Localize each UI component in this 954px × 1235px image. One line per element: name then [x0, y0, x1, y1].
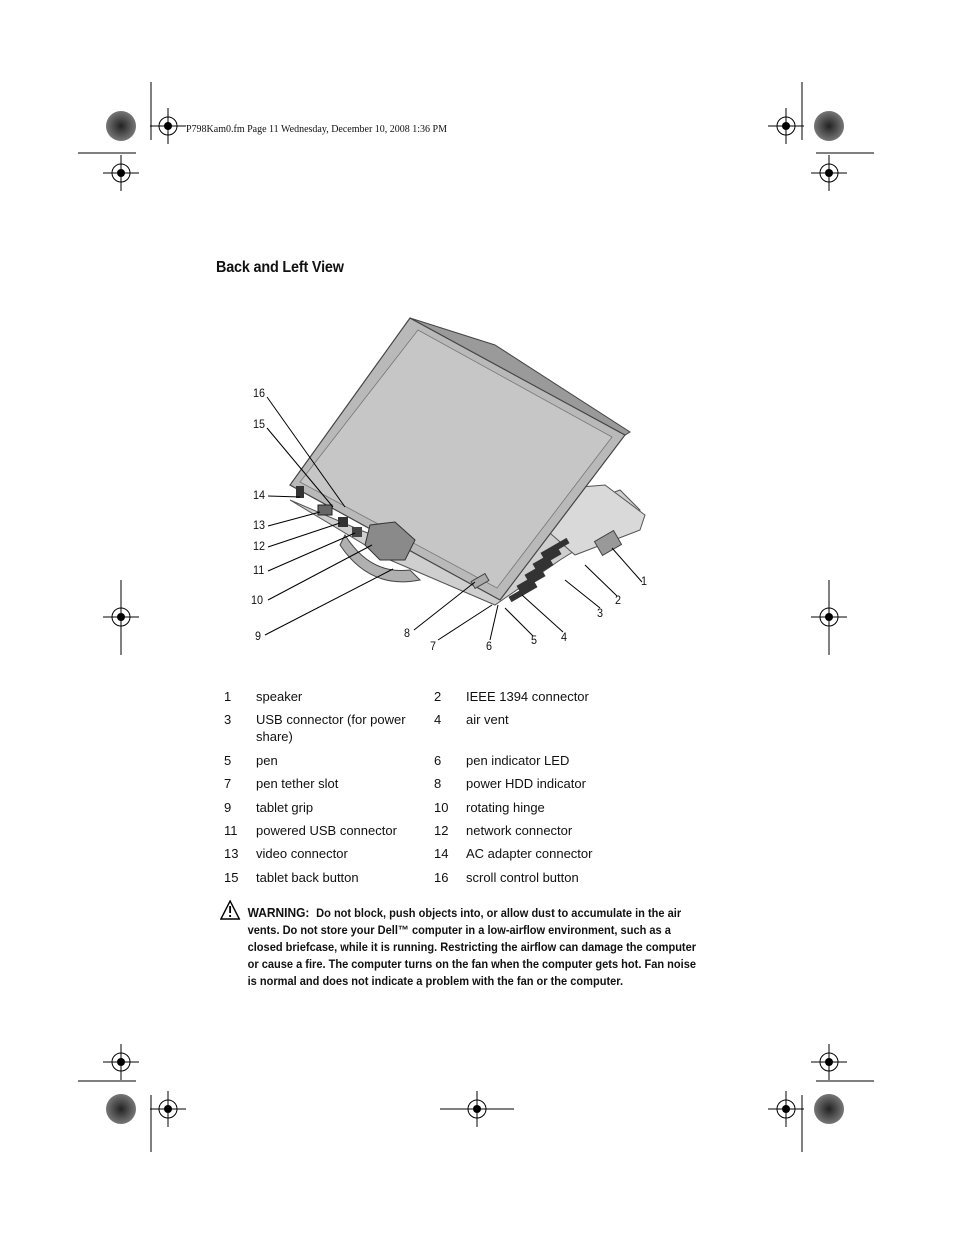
legend-item — [430, 845, 640, 869]
legend-item — [220, 711, 430, 752]
warning-text-container — [248, 904, 699, 990]
legend-num: 8 — [434, 776, 442, 791]
legend-label: powered USB connector — [256, 823, 397, 838]
legend-num: 13 — [224, 846, 239, 861]
legend-row — [220, 752, 640, 775]
page-header-file-info: P798Kam0.fm Page 11 Wednesday, December 10, 2008 1:36 PM — [186, 124, 448, 135]
legend-num: 1 — [224, 689, 232, 704]
callout-12: 12 — [253, 539, 266, 553]
legend-row — [220, 711, 640, 752]
callout-7: 7 — [430, 639, 437, 653]
legend-num: 15 — [224, 870, 239, 885]
legend-item — [220, 845, 430, 869]
legend-row — [220, 845, 640, 869]
legend-num: 6 — [434, 753, 442, 768]
legend-label: IEEE 1394 connector — [466, 689, 589, 704]
legend-num: 11 — [224, 823, 238, 838]
legend-label: rotating hinge — [466, 800, 545, 815]
legend-num: 14 — [434, 846, 449, 861]
legend-label: speaker — [256, 689, 303, 704]
legend-label: pen — [256, 753, 278, 768]
legend-item — [430, 711, 640, 752]
warning-triangle-icon — [220, 900, 240, 920]
callout-10: 10 — [251, 593, 264, 607]
callout-8: 8 — [404, 626, 411, 640]
legend-row — [220, 799, 640, 822]
legend-label: pen tether slot — [256, 776, 339, 791]
legend-label: AC adapter connector — [466, 846, 593, 861]
legend-label: tablet back button — [256, 870, 359, 885]
legend-row — [220, 688, 640, 711]
callout-15: 15 — [253, 417, 266, 431]
legend-label: air vent — [466, 712, 509, 727]
callout-5: 5 — [531, 633, 538, 647]
legend-num: 5 — [224, 753, 232, 768]
legend-num: 7 — [224, 776, 232, 791]
legend-item — [220, 799, 430, 822]
legend-row — [220, 869, 640, 892]
legend-num: 9 — [224, 800, 232, 815]
legend-item — [430, 799, 640, 822]
legend-label: scroll control button — [466, 870, 579, 885]
callout-16: 16 — [253, 386, 266, 400]
legend-num: 4 — [434, 712, 442, 727]
legend-label: pen indicator LED — [466, 753, 570, 768]
callout-9: 9 — [255, 629, 262, 643]
legend-table — [220, 688, 640, 892]
legend-item — [430, 775, 640, 799]
section-title: Back and Left View — [216, 259, 344, 276]
warning-block — [220, 904, 698, 990]
legend-label: power HDD indicator — [466, 776, 586, 791]
legend-item — [220, 822, 430, 845]
callout-1: 1 — [641, 574, 648, 588]
warning-body: Do not block, push objects into, or allow dust to accumulate in the air vents. Do not store your Dell™ computer in a low-airflow environment, such as a closed briefcase, while it is running. Restricting the airflow can damage the computer or cause a fire. The computer turns on the fan when the computer gets hot. Fan noise is normal and does not indicate a problem with the fan or the computer. — [247, 906, 697, 988]
legend-item — [220, 688, 430, 711]
callout-13: 13 — [253, 518, 266, 532]
legend-label: network connector — [466, 823, 573, 838]
legend-num: 10 — [434, 800, 449, 815]
callout-14: 14 — [253, 488, 266, 502]
callout-11: 11 — [253, 563, 265, 577]
legend-item — [220, 752, 430, 775]
warning-title: WARNING: — [247, 905, 310, 920]
legend-item — [430, 688, 640, 711]
legend-item — [430, 752, 640, 775]
legend-item — [430, 822, 640, 845]
callout-3: 3 — [597, 606, 604, 620]
legend-item — [430, 869, 640, 892]
legend-num: 2 — [434, 689, 442, 704]
legend-item — [220, 869, 430, 892]
legend-num: 3 — [224, 712, 232, 727]
legend-item — [220, 775, 430, 799]
callout-4: 4 — [561, 630, 568, 644]
legend-label: video connector — [256, 846, 348, 861]
callout-2: 2 — [615, 593, 622, 607]
legend-num: 12 — [434, 823, 449, 838]
callout-6: 6 — [486, 639, 493, 653]
legend-num: 16 — [434, 870, 449, 885]
legend-label: USB connector (for power share) — [256, 712, 406, 744]
legend-label: tablet grip — [256, 800, 314, 815]
legend-row — [220, 822, 640, 845]
legend-row — [220, 775, 640, 799]
